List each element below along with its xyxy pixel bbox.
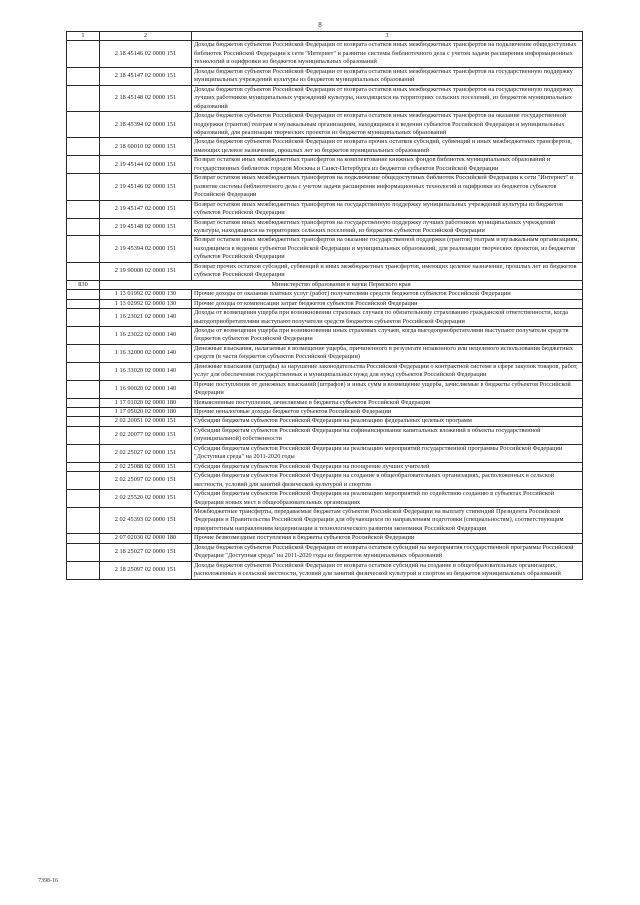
table-row xyxy=(67,380,583,398)
table-row xyxy=(67,344,583,362)
admin-code-cell xyxy=(67,408,100,417)
revenue-description-cell: Доходы бюджетов субъектов Российской Федерации от возврата остатков субсидий на мероприятия государственной программы Российской Федерации "Доступная среда" на 2011-2020 годы из бюджетов муниципальных образований xyxy=(192,543,583,561)
table-row xyxy=(67,426,583,444)
table-row xyxy=(67,299,583,308)
footer-document-code: 7398-16 xyxy=(38,878,58,884)
revenue-description-cell: Доходы от возмещения ущерба при возникновении страховых случаев по обязательному страхованию гражданской ответственности, когда выгодоприобретателями выступают получатели средств бюджетов субъектов Российской Федерации xyxy=(192,309,583,327)
ministry-row xyxy=(67,280,583,289)
table-row xyxy=(67,218,583,236)
revenue-description-cell: Прочие доходы от оказания платных услуг (работ) получателями средств бюджетов субъектов Российской Федерации xyxy=(192,290,583,299)
revenue-description-cell: Возврат прочих остатков субсидий, субвенций и иных межбюджетных трансфертов, имеющих целевое назначение, прошлых лет из бюджетов субъектов Российской Федерации xyxy=(192,262,583,280)
admin-code-cell xyxy=(67,138,100,156)
revenue-description-cell: Возврат остатков иных межбюджетных трансфертов на комплектование книжных фондов библиотек муниципальных образований и государственных библиотек городов Москвы и Санкт-Петербурга из бюджетов субъектов Российской Федерации xyxy=(192,156,583,174)
budget-code-cell: 2 19 45148 02 0000 151 xyxy=(100,218,192,236)
admin-code-cell xyxy=(67,344,100,362)
table-row xyxy=(67,444,583,462)
budget-code-cell: 2 19 45394 02 0000 151 xyxy=(100,236,192,262)
budget-code-cell: 2 18 25097 02 0000 151 xyxy=(100,561,192,579)
budget-code-cell: 1 16 90020 02 0000 140 xyxy=(100,380,192,398)
admin-code-cell xyxy=(67,85,100,111)
revenue-description-cell: Субсидии бюджетам субъектов Российской Федерации на создание в общеобразовательных организациях, расположенных в сельской местности, условий для занятий физической культурой и спортом xyxy=(192,472,583,490)
table-row xyxy=(67,200,583,218)
admin-code-cell xyxy=(67,156,100,174)
budget-code-cell: 2 02 20077 02 0000 151 xyxy=(100,426,192,444)
table-row xyxy=(67,85,583,111)
table-row xyxy=(67,156,583,174)
admin-code-cell xyxy=(67,362,100,380)
revenue-description-cell: Денежные взыскания (штрафы) за нарушение законодательства Российской Федерации о контрактной системе в сфере закупок товаров, работ, услуг для обеспечения государственных и муниципальных нужд для нужд субъектов Российской Федерации xyxy=(192,362,583,380)
revenue-description-cell: Возврат остатков иных межбюджетных трансфертов на государственную поддержку лучших работников муниципальных учреждений культуры, находящихся на территориях сельских поселений, из бюджетов субъектов Российской Федерации xyxy=(192,218,583,236)
budget-code-cell: 2 19 45147 02 0000 151 xyxy=(100,200,192,218)
table-row xyxy=(67,561,583,579)
table-row xyxy=(67,309,583,327)
table-row xyxy=(67,508,583,534)
budget-code-cell: 1 17 05020 02 0000 180 xyxy=(100,408,192,417)
budget-code-cell: 1 13 02992 02 0000 130 xyxy=(100,299,192,308)
revenue-codes-table xyxy=(66,31,583,580)
admin-code-cell xyxy=(67,561,100,579)
table-row xyxy=(67,462,583,471)
table-row xyxy=(67,326,583,344)
admin-code-cell xyxy=(67,236,100,262)
table-row xyxy=(67,41,583,67)
table-row xyxy=(67,417,583,426)
revenue-description-cell: Прочие доходы от компенсации затрат бюджетов субъектов Российской Федерации xyxy=(192,299,583,308)
budget-code-cell: 2 18 25027 02 0000 151 xyxy=(100,543,192,561)
budget-code-cell: 2 02 20051 02 0000 151 xyxy=(100,417,192,426)
admin-code-cell xyxy=(67,112,100,138)
revenue-description-cell: Доходы от возмещения ущерба при возникновении иных страховых случаев, когда выгодоприобретателями выступают получатели средств бюджетов субъектов Российской Федерации xyxy=(192,326,583,344)
admin-code-cell xyxy=(67,326,100,344)
revenue-description-cell: Субсидии бюджетам субъектов Российской Федерации на реализацию мероприятий государственной программы Российской Федерации "Доступная среда" на 2011-2020 годы xyxy=(192,444,583,462)
budget-code-cell: 2 18 45146 02 0000 151 xyxy=(100,41,192,67)
admin-code-cell xyxy=(67,508,100,534)
admin-code-cell xyxy=(67,41,100,67)
table-row xyxy=(67,543,583,561)
budget-code-cell: 2 18 45148 02 0000 151 xyxy=(100,85,192,111)
table-row xyxy=(67,138,583,156)
revenue-description-cell: Субсидии бюджетам субъектов Российской Федерации на поощрение лучших учителей xyxy=(192,462,583,471)
budget-code-cell: 1 16 23021 02 0000 140 xyxy=(100,309,192,327)
admin-code-cell xyxy=(67,426,100,444)
budget-code-cell: 2 02 25088 02 0000 151 xyxy=(100,462,192,471)
header-col-2: 2 xyxy=(100,32,192,41)
budget-code-cell: 1 16 23022 02 0000 140 xyxy=(100,326,192,344)
budget-code-cell: 1 16 33020 02 0000 140 xyxy=(100,362,192,380)
revenue-description-cell: Прочие поступления от денежных взысканий (штрафов) и иных сумм в возмещение ущерба, зачисляемые в бюджеты субъектов Российской Федерации xyxy=(192,380,583,398)
admin-code-cell xyxy=(67,218,100,236)
budget-code-cell: 2 02 25520 02 0000 151 xyxy=(100,490,192,508)
table-row xyxy=(67,408,583,417)
page-number: 8 xyxy=(318,21,322,29)
revenue-description-cell: Возврат остатков иных межбюджетных трансфертов на оказание государственной поддержки (грантов) театрам и музыкальным организациям, находящимся в ведении субъектов Российской Федерации и муниципальных образований, для реализации творческих проектов, из бюджетов субъектов Российской Федерации xyxy=(192,236,583,262)
revenue-description-cell: Прочие неналоговые доходы бюджетов субъектов Российской Федерации xyxy=(192,408,583,417)
table-row xyxy=(67,362,583,380)
revenue-description-cell: Возврат остатков иных межбюджетных трансфертов на подключение общедоступных библиотек Российской Федерации к сети "Интернет" и развитие системы библиотечного дела с учетом задачи расширения информационных технологий и оцифровки из бюджетов субъектов Российской Федерации xyxy=(192,174,583,200)
budget-code-cell: 1 16 32000 02 0000 140 xyxy=(100,344,192,362)
admin-code-cell xyxy=(67,444,100,462)
admin-code-cell xyxy=(67,462,100,471)
admin-code-cell xyxy=(67,380,100,398)
ministry-name: Министерство образования и науки Пермского края xyxy=(100,280,583,289)
header-col-3: 3 xyxy=(192,32,583,41)
admin-code-cell xyxy=(67,174,100,200)
revenue-description-cell: Возврат остатков иных межбюджетных трансфертов на государственную поддержку муниципальных учреждений культуры из бюджетов субъектов Российской Федерации xyxy=(192,200,583,218)
revenue-description-cell: Прочие безвозмездные поступления в бюджеты субъектов Российской Федерации xyxy=(192,534,583,543)
table-row xyxy=(67,174,583,200)
budget-code-cell: 2 19 90000 02 0000 151 xyxy=(100,262,192,280)
admin-code-cell xyxy=(67,490,100,508)
revenue-description-cell: Субсидии бюджетам субъектов Российской Федерации на реализацию мероприятий по содействию созданию в субъектах Российской Федерации новых мест в общеобразовательных организациях xyxy=(192,490,583,508)
table-row xyxy=(67,472,583,490)
admin-code-cell xyxy=(67,417,100,426)
budget-code-cell: 2 02 25027 02 0000 151 xyxy=(100,444,192,462)
revenue-description-cell: Доходы бюджетов субъектов Российской Федерации от возврата остатков иных межбюджетных трансфертов на подключение общедоступных библиотек Российской Федерации к сети "Интернет" и развитие системы библиотечного дела с учетом задачи расширения информационных технологий и оцифровки из бюджетов муниципальных образований xyxy=(192,41,583,67)
revenue-description-cell: Денежные взыскания, налагаемые в возмещение ущерба, причиненного в результате незаконного или нецелевого использования бюджетных средств (в части бюджетов субъектов Российской Федерации) xyxy=(192,344,583,362)
budget-code-cell: 2 07 02030 02 0000 180 xyxy=(100,534,192,543)
table-row xyxy=(67,490,583,508)
table-row xyxy=(67,534,583,543)
revenue-description-cell: Межбюджетные трансферты, передаваемые бюджетам субъектов Российской Федерации на выплату стипендий Президента Российской Федерации и Правительства Российской Федерации для обучающихся по направлениям подготовки (специальностям), соответствующим приоритетным направлениям модернизации и технологического развития экономики Российской Федерации xyxy=(192,508,583,534)
admin-code-cell xyxy=(67,299,100,308)
revenue-description-cell: Доходы бюджетов субъектов Российской Федерации от возврата остатков иных межбюджетных трансфертов на государственную поддержку муниципальных учреждений культуры из бюджетов муниципальных образований xyxy=(192,67,583,85)
budget-code-cell: 2 02 45393 02 0000 151 xyxy=(100,508,192,534)
table-row xyxy=(67,262,583,280)
budget-code-cell: 1 13 01992 02 0000 130 xyxy=(100,290,192,299)
table-row xyxy=(67,112,583,138)
admin-code-cell xyxy=(67,472,100,490)
admin-code-cell xyxy=(67,534,100,543)
table-row xyxy=(67,398,583,407)
budget-code-cell: 2 18 45394 02 0000 151 xyxy=(100,112,192,138)
table-row xyxy=(67,67,583,85)
ministry-number: 830 xyxy=(67,280,100,289)
admin-code-cell xyxy=(67,398,100,407)
admin-code-cell xyxy=(67,200,100,218)
admin-code-cell xyxy=(67,67,100,85)
admin-code-cell xyxy=(67,290,100,299)
header-col-1: 1 xyxy=(67,32,100,41)
admin-code-cell xyxy=(67,543,100,561)
revenue-description-cell: Доходы бюджетов субъектов Российской Федерации от возврата прочих остатков субсидий, субвенций и иных межбюджетных трансфертов, имеющих целевое назначение, прошлых лет из бюджетов муниципальных образований xyxy=(192,138,583,156)
revenue-description-cell: Доходы бюджетов субъектов Российской Федерации от возврата остатков иных межбюджетных трансфертов на оказание государственной поддержки (грантов) театрам и музыкальным организациям, находящимся в ведении субъектов Российской Федерации и муниципальных образований, для реализации творческих проектов из бюджетов муниципальных образований xyxy=(192,112,583,138)
table-row xyxy=(67,236,583,262)
revenue-description-cell: Доходы бюджетов субъектов Российской Федерации от возврата остатков иных межбюджетных трансфертов на государственную поддержку лучших работников муниципальных учреждений культуры, находящихся на территориях сельских поселений, из бюджетов муниципальных образований xyxy=(192,85,583,111)
revenue-description-cell: Субсидии бюджетам субъектов Российской Федерации на реализацию федеральных целевых программ xyxy=(192,417,583,426)
budget-code-cell: 2 18 45147 02 0000 151 xyxy=(100,67,192,85)
budget-code-cell: 2 18 60010 02 0000 151 xyxy=(100,138,192,156)
revenue-description-cell: Субсидии бюджетам субъектов Российской Федерации на софинансирование капитальных вложений в объекты государственной (муниципальной) собственности xyxy=(192,426,583,444)
budget-code-cell: 2 02 25097 02 0000 151 xyxy=(100,472,192,490)
table-row xyxy=(67,290,583,299)
admin-code-cell xyxy=(67,262,100,280)
budget-code-cell: 2 19 45144 02 0000 151 xyxy=(100,156,192,174)
revenue-description-cell: Невыясненные поступления, зачисляемые в бюджеты субъектов Российской Федерации xyxy=(192,398,583,407)
budget-code-cell: 2 19 45146 02 0000 151 xyxy=(100,174,192,200)
table-header-row xyxy=(67,32,583,41)
revenue-description-cell: Доходы бюджетов субъектов Российской Федерации от возврата остатков субсидий на создание в общеобразовательных организациях, расположенных в сельской местности, условий для занятий физической культурой и спортом из бюджетов муниципальных образований xyxy=(192,561,583,579)
budget-code-cell: 1 17 01020 02 0000 180 xyxy=(100,398,192,407)
admin-code-cell xyxy=(67,309,100,327)
